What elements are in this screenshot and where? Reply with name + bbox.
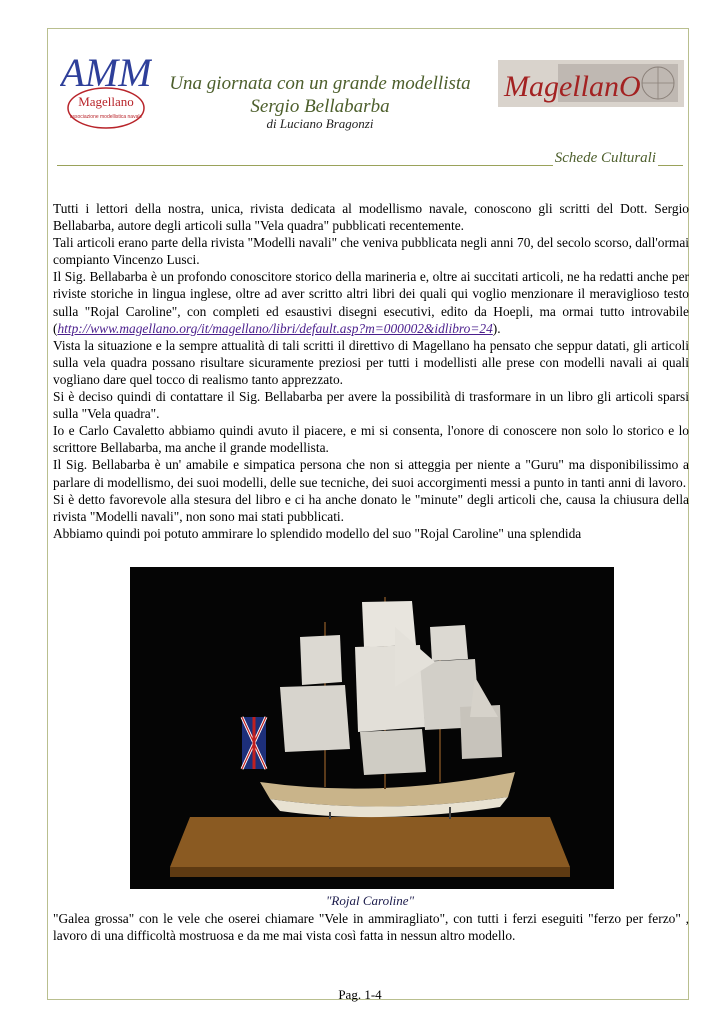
svg-text:AMM: AMM: [60, 50, 152, 95]
svg-text:associazione modellistica nava: associazione modellistica navale: [69, 114, 143, 120]
title-line-2: Sergio Bellabarba: [250, 96, 390, 117]
svg-text:Magellano: Magellano: [78, 94, 134, 109]
paragraph: Abbiamo quindi poi potuto ammirare lo splendido modello del suo "Rojal Caroline" una splendida: [53, 525, 582, 541]
paragraph-text: ).: [492, 320, 501, 336]
book-link[interactable]: http://www.magellano.org/it/magellano/libri/default.asp?m=000002&idlibro=24: [57, 320, 493, 336]
author-byline: di Luciano Bragonzi: [266, 116, 374, 131]
amm-magellano-logo: [60, 48, 152, 134]
paragraph: Si è detto favorevole alla stesura del libro e ci ha anche donato le "minute" degli articoli che, causa la chiusura della rivista "Modelli navali", non sono mai stati pubblicati.: [53, 491, 689, 524]
figure-description: "Galea grossa" con le vele che oserei chiamare "Vele in ammiragliato", con tutti i ferzi eseguiti "ferzo per ferzo" , lavoro di una difficoltà mostruosa e da me mai vista così fatta in nessun altro modello.: [53, 911, 689, 944]
paragraph: Tutti i lettori della nostra, unica, rivista dedicata al modellismo navale, conoscono gli scritti del Dott. Sergio Bellabarba, autore degli articoli sulla "Vela quadra" pubblicati recentemente.: [53, 201, 689, 234]
paragraph-text: Il Sig. Bellabarba è un profondo conoscitore storico della marineria e, oltre ai succitati articoli, ne ha redatti anche per riviste storiche in lingua inglese, oltre ad aver scritto altri libri dei quali qui voglio menzionare il meraviglioso testo sulla "Rojal Caroline", con completi ed esaustivi disegni esecutivi, edito da Hoepli, ma ormai tutto introvabile (: [53, 269, 689, 336]
paragraph: Tali articoli erano parte della rivista "Modelli navali" che veniva pubblicata negli anni 70, del secolo scorso, dall'ormai compianto Vincenzo Lusci.: [53, 235, 689, 268]
page-number: Pag. 1-4: [338, 987, 382, 1002]
svg-text:MagellanO: MagellanO: [504, 70, 641, 103]
paragraph: Si è deciso quindi di contattare il Sig. Bellabarba per avere la possibilità di trasformare in un libro gli articoli sparsi sulla "Vela quadra".: [53, 389, 689, 422]
title-line-1: Una giornata con un grande modellista: [169, 73, 471, 94]
figure-caption: "Rojal Caroline": [325, 893, 415, 908]
article-title: [150, 72, 490, 118]
paragraph: [53, 268, 689, 336]
section-label: Schede Culturali: [554, 150, 656, 166]
paragraph: Vista la situazione e la sempre attualità di tali scritti il direttivo di Magellano ha pensato che seppur datati, gli articoli sulla vela quadra possano risultare sicuramente preziosi per tutti i modellisti alle prese con modelli navali ai quali vogliano dare quel tocco di realismo tanto apprezzato.: [53, 337, 689, 387]
ship-model-photo: [130, 567, 614, 889]
paragraph: Il Sig. Bellabarba è un' amabile e simpatica persona che non si atteggia per niente a "Guru" ma disponibilissimo a parlare di modellismo, dei suoi modelli, delle sue tecniche, dei suoi accorgimenti messi a punto in tanti anni di lavoro.: [53, 457, 689, 490]
article-body: [53, 200, 689, 542]
magellano-banner-logo: [498, 60, 684, 107]
paragraph: Io e Carlo Cavaletto abbiamo quindi avuto il piacere, e mi si consenta, l'onore di conoscere non solo lo storico e lo scrittore Bellabarba, ma anche il grande modellista.: [53, 423, 689, 456]
